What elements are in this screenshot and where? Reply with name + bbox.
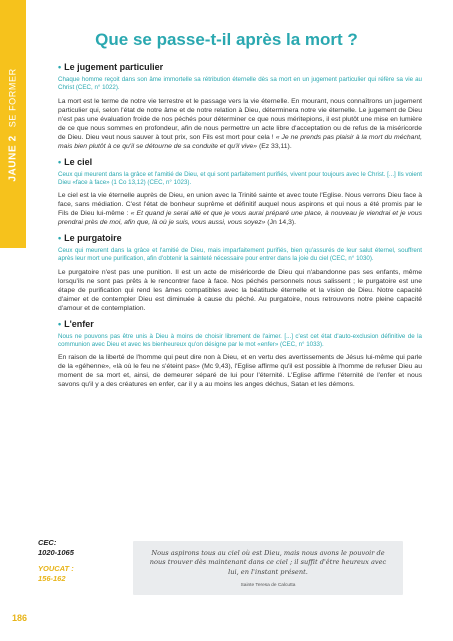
section-body: En raison de la liberté de l'homme qui peut dire non à Dieu, et en vertu des avertissements de Jésus lui-même qui parle de la «géhenne», «là où le feu ne s'éteint pas» (Mc 9,43), l'Eglise affirme qu'il est possible à l'homme de refuser Dieu au moment de sa mort et, ainsi, de demeurer séparé de lui pour l'éternité. L'Eglise affirme l'éternité de l'enfer et nous savons qu'il y a des créatures en enfer, car il y a au moins les anges déchus, Satan et les démons.	[58, 354, 422, 389]
page-number: 186	[12, 613, 28, 623]
cec-value: 1020-1065	[38, 548, 74, 557]
section-jugement	[58, 62, 422, 151]
bullet-icon: •	[58, 156, 62, 167]
bullet-icon: •	[58, 62, 62, 72]
section-ciel	[58, 157, 422, 228]
main-content	[58, 62, 422, 395]
section-purgatoire	[58, 233, 422, 313]
prayer-box	[133, 541, 403, 595]
section-heading: • Le ciel	[58, 156, 93, 167]
catechism-quote: Nous ne pouvons pas être unis à Dieu à moins de choisir librement de l'aimer. [...] c'est cet état d'auto-exclusion définitive de la communion avec Dieu et avec les bienheureux qu'on désigne par le mot «enfer» (CEC, n° 1033).	[58, 332, 422, 349]
side-tab-strong: JAUNE 2	[7, 135, 19, 182]
section-heading: • Le jugement particulier	[58, 62, 164, 72]
youcat-label: YOUCAT :	[38, 564, 74, 573]
bullet-icon: •	[58, 318, 62, 329]
section-heading: • L'enfer	[58, 318, 94, 329]
section-enfer	[58, 319, 422, 390]
youcat-value: 156-162	[38, 574, 66, 583]
side-tab-light: SE FORMER	[7, 68, 18, 128]
section-body: Le purgatoire n'est pas une punition. Il est un acte de miséricorde de Dieu qui n'abandonne pas ses enfants, même lorsqu'ils ne sont pas prêts à le rencontrer face à face. Nos péchés personnels nous salissent ; le purgatoire est une étape de purification qui rend les âmes compatibles avec la béatitude éternelle et la vision de Dieu. Notre capacité d'aimer et de contempler Dieu est diminuée à cause du péché. Au purgatoire, nous retrouvons notre pleine capacité d'amour et de contemplation.	[58, 268, 422, 312]
bullet-icon: •	[58, 233, 62, 244]
catechism-quote: Ceux qui meurent dans la grâce et l'amitié de Dieu, et qui sont parfaitement purifiés, vivent pour toujours avec le Christ. [...] Ils voient Dieu «face à face» (1 Co 13,12) (CEC, n° 1023).	[58, 170, 422, 186]
references	[38, 538, 74, 584]
side-tab-label	[8, 68, 19, 181]
cec-label: CEC:	[38, 538, 57, 547]
prayer-author: Sainte Teresa de Calcutta	[240, 583, 296, 588]
section-body: La mort est le terme de notre vie terrestre et le passage vers la vie éternelle. En mourant, nous connaîtrons un jugement particulier qui, selon l'état de notre âme et de notre relation à Dieu, déterminera notre vie éternelle. Le jugement de Dieu n'est pas une évaluation froide de nos péchés pour déterminer ce que nous méritерions, il est plutôt une mise en lumière de ce que nous sommes en profondeur, afin de nous permettre un acte libre d'acceptation ou de refus de la miséricorde de Dieu. Dieu veut nous sauver à tout prix, son Fils est mort pour cela ! « Je ne prends pas plaisir à la mort du méchant, mais bien plutôt à ce qu'il se détourne de sa conduite et qu'il vive» (Ez 33,11).	[58, 97, 422, 150]
prayer-text: Nous aspirons tous au ciel où est Dieu, mais nous avons le pouvoir de nous trouver dès maintenant dans ce ciel ; il suffit d'être heureux avec lui, en l'instant présent.	[149, 549, 387, 576]
catechism-quote: Chaque homme reçoit dans son âme immortelle sa rétribution éternelle dès sa mort en un jugement particulier qui réfère sa vie au Christ (CEC, n° 1022).	[58, 76, 422, 92]
catechism-quote: Ceux qui meurent dans la grâce et l'amitié de Dieu, mais imparfaitement purifiés, bien qu'assurés de leur salut éternel, souffrent après leur mort une purification, afin d'obtenir la sainteté nécessaire pour entrer dans la joie du ciel (CEC, n° 1030).	[58, 247, 422, 263]
page-title: Que se passe-t-il après la mort ?	[95, 30, 358, 49]
section-heading: • Le purgatoire	[58, 233, 122, 244]
section-body: Le ciel est la vie éternelle auprès de Dieu, en union avec la Trinité sainte et avec toute l'Eglise. Nous verrons Dieu face à face, sans médiation. C'est l'état de bonheur suprême et définitif auquel nous aspirons et qui nous a été promis par le Fils de Dieu lui-même : « Et quand je serai allé et que je vous aurai préparé une place, à nouveau je viendrai et je vous prendrai près de moi, afin que, là où je suis, vous aussi, vous soyez» (Jn 14,3).	[58, 192, 422, 227]
